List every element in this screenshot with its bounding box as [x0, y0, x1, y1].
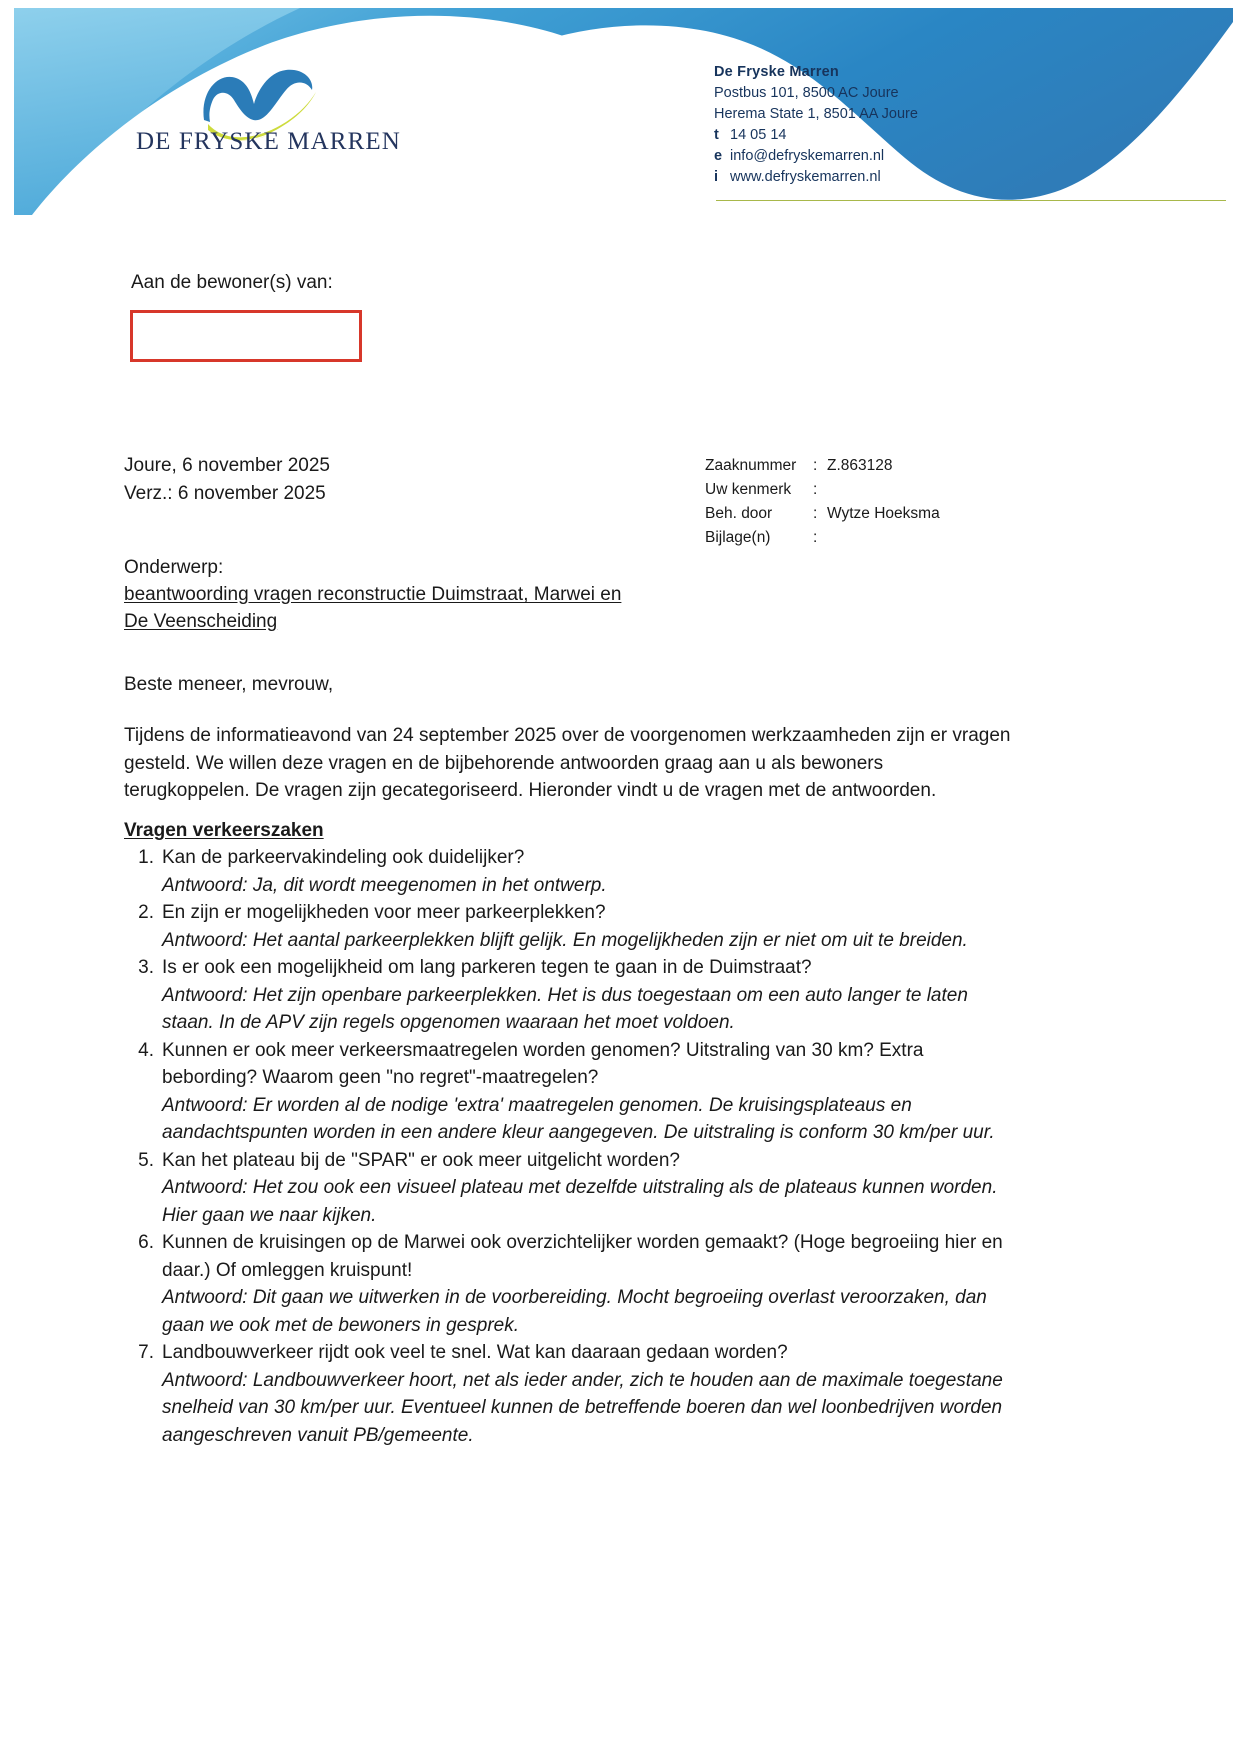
- intro-paragraph: Tijdens de informatieavond van 24 september 2025 over de voorgenomen werkzaamheden zijn er vragen gesteld. We willen deze vragen en de bijbehorende antwoorden graag aan u als bewoners terugkoppelen. De vragen zijn gecategoriseerd. Hieronder vindt u de vragen met de antwoorden.: [124, 725, 1011, 801]
- meta-label: Beh. door: [705, 505, 773, 522]
- subject-label: Onderwerp:: [124, 557, 224, 578]
- qa-answer: Antwoord: Het aantal parkeerplekken blijft gelijk. En mogelijkheden zijn er niet om uit te breiden.: [162, 929, 968, 951]
- qa-number: 2.: [138, 902, 154, 923]
- qa-answer: Antwoord: Ja, dit wordt meegenomen in het ontwerp.: [162, 874, 607, 896]
- qa-item-3: [124, 954, 1016, 1037]
- meta-value-handler: Wytze Hoeksma: [827, 505, 940, 522]
- qa-number: 4.: [138, 1039, 154, 1061]
- contact-postal-address: Postbus 101, 8500 AC Joure: [714, 85, 899, 101]
- qa-number: 5.: [138, 1149, 154, 1171]
- meta-colon: :: [813, 505, 818, 522]
- subject-line-2: De Veenscheiding: [124, 611, 278, 632]
- contact-block: [714, 62, 918, 188]
- reference-meta-block: [705, 454, 940, 550]
- qa-item-5: [124, 1147, 1016, 1230]
- meta-row-zaaknummer: [705, 454, 940, 478]
- subject-block: [124, 554, 621, 635]
- redacted-address-box: [130, 310, 362, 362]
- header-divider-rule: [716, 200, 1226, 201]
- logo-wordmark: [136, 128, 401, 156]
- contact-website-row: [714, 167, 918, 188]
- qa-number: 1.: [138, 847, 154, 868]
- contact-email[interactable]: info@defryskemarren.nl: [730, 148, 885, 164]
- sent-date: Verz.: 6 november 2025: [124, 483, 326, 504]
- contact-phone: 14 05 14: [730, 127, 787, 143]
- qa-answer: Antwoord: Het zou ook een visueel plateau met dezelfde uitstraling als de plateaus kunnen worden. Hier gaan we naar kijken.: [162, 1177, 998, 1226]
- internet-icon: i: [714, 169, 719, 185]
- qa-number: 7.: [138, 1342, 154, 1363]
- meta-colon: :: [813, 529, 818, 546]
- qa-question: Landbouwverkeer rijdt ook veel te snel. Wat kan daaraan gedaan worden?: [162, 1342, 788, 1363]
- qa-item-4: [124, 1037, 1016, 1147]
- qa-answer: Antwoord: Dit gaan we uitwerken in de voorbereiding. Mocht begroeiing overlast veroorzaken, dan gaan we ook met de bewoners in gesprek.: [162, 1287, 987, 1336]
- place-and-date: Joure, 6 november 2025: [124, 455, 330, 476]
- banner-wave-graphic: [0, 0, 1241, 215]
- meta-row-bijlagen: [705, 526, 940, 550]
- qa-item-2: [124, 899, 1016, 954]
- meta-label: Bijlage(n): [705, 529, 771, 546]
- qa-answer: Antwoord: Het zijn openbare parkeerplekken. Het is dus toegestaan om een auto langer te laten staan. In de APV zijn regels opgenomen waaraan het moet voldoen.: [162, 984, 968, 1033]
- contact-organization: De Fryske Marren: [714, 64, 839, 80]
- contact-website[interactable]: www.defryskemarren.nl: [730, 169, 881, 185]
- meta-row-uw-kenmerk: [705, 478, 940, 502]
- contact-visiting-address: Herema State 1, 8501 AA Joure: [714, 106, 918, 122]
- qa-answer: Antwoord: Er worden al de nodige 'extra' maatregelen genomen. De kruisingsplateaus en aandachtspunten worden in een andere kleur aangegeven. De uitstraling is conform 30 km/per uur.: [162, 1094, 995, 1143]
- qa-question: Is er ook een mogelijkheid om lang parkeren tegen te gaan in de Duimstraat?: [162, 957, 812, 978]
- qa-item-6: [124, 1229, 1016, 1339]
- meta-colon: :: [813, 457, 818, 474]
- salutation: Beste meneer, mevrouw,: [124, 674, 334, 695]
- meta-label: Uw kenmerk: [705, 481, 792, 498]
- date-block: [124, 452, 330, 508]
- meta-row-beh-door: [705, 502, 940, 526]
- qa-question: Kan het plateau bij de "SPAR" er ook meer uitgelicht worden?: [162, 1149, 680, 1171]
- contact-email-row: [714, 146, 918, 167]
- contact-phone-row: [714, 125, 918, 146]
- meta-value-zaaknummer: Z.863128: [827, 457, 893, 474]
- meta-colon: :: [813, 481, 818, 498]
- subject-line-1: beantwoording vragen reconstructie Duimstraat, Marwei en: [124, 584, 622, 605]
- qa-number: 3.: [138, 957, 154, 978]
- phone-icon: t: [714, 127, 719, 143]
- qa-question: En zijn er mogelijkheden voor meer parkeerplekken?: [162, 902, 606, 923]
- qa-question: Kan de parkeervakindeling ook duidelijker?: [162, 847, 525, 868]
- qa-list: [124, 844, 1016, 1449]
- qa-item-7: [124, 1339, 1016, 1449]
- qa-question: Kunnen de kruisingen op de Marwei ook overzichtelijker worden gemaakt? (Hoge begroeiing hier en daar.) Of omleggen kruispunt!: [162, 1232, 1003, 1281]
- addressee-label: Aan de bewoner(s) van:: [131, 272, 333, 293]
- section-heading-traffic: Vragen verkeerszaken: [124, 820, 324, 841]
- qa-item-1: [124, 844, 1016, 899]
- email-icon: e: [714, 148, 723, 164]
- logo-wordmark-text: DE FRYSKE MARREN: [136, 128, 401, 155]
- qa-number: 6.: [138, 1232, 154, 1253]
- qa-question: Kunnen er ook meer verkeersmaatregelen worden genomen? Uitstraling van 30 km? Extra bebording? Waarom geen "no regret"-maatregelen?: [162, 1039, 924, 1088]
- qa-answer: Antwoord: Landbouwverkeer hoort, net als ieder ander, zich te houden aan de maximale toegestane snelheid van 30 km/per uur. Eventueel kunnen de betreffende boeren dan wel loonbedrijven worden aangeschreven vanuit PB/gemeente.: [162, 1369, 1003, 1446]
- letterhead-banner: [0, 0, 1241, 215]
- meta-label: Zaaknummer: [705, 457, 797, 474]
